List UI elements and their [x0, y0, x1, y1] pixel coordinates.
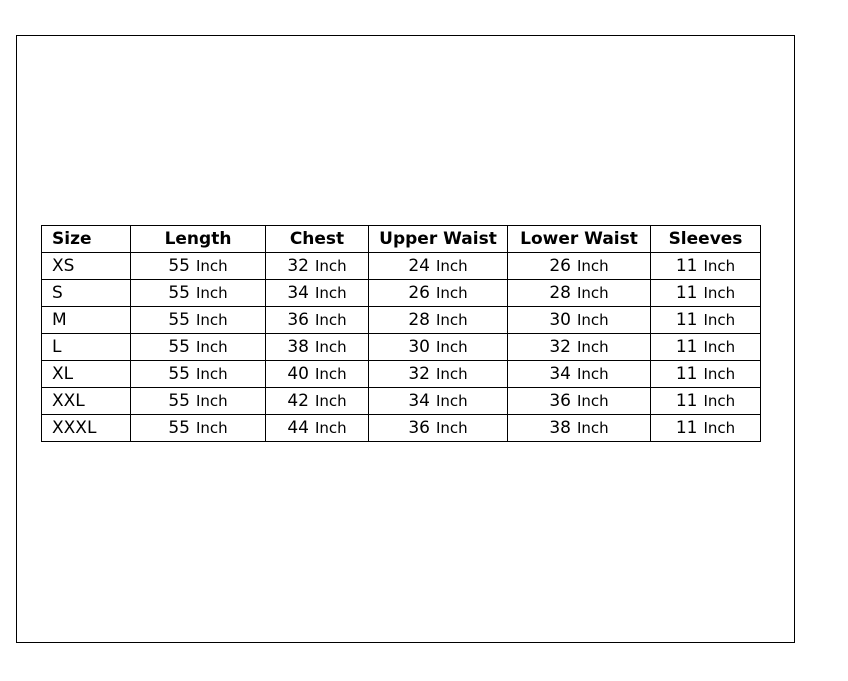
- upper-waist-cell: [369, 280, 508, 307]
- length-cell: [131, 307, 266, 334]
- sleeves-cell: [651, 361, 761, 388]
- lower-waist-cell: [508, 334, 651, 361]
- table-row: [42, 334, 761, 361]
- table-body: [42, 253, 761, 442]
- measurement-value: 55: [168, 283, 190, 303]
- measurement-value: 26: [549, 256, 571, 276]
- measurement-value: 38: [549, 418, 571, 438]
- measurement-unit: Inch: [195, 419, 228, 437]
- measurement-unit: Inch: [576, 392, 609, 410]
- size-chart-table: [41, 225, 761, 442]
- table-row: [42, 280, 761, 307]
- upper-waist-cell: [369, 361, 508, 388]
- measurement-value: 30: [408, 337, 430, 357]
- measurement-value: 28: [549, 283, 571, 303]
- measurement-unit: Inch: [314, 338, 347, 356]
- measurement-value: 26: [408, 283, 430, 303]
- table-row: [42, 388, 761, 415]
- measurement-unit: Inch: [576, 311, 609, 329]
- length-cell: [131, 361, 266, 388]
- measurement-value: 11: [675, 310, 698, 330]
- upper-waist-cell: [369, 253, 508, 280]
- size-cell: S: [42, 280, 131, 307]
- size-cell: M: [42, 307, 131, 334]
- measurement-value: 55: [168, 418, 190, 438]
- measurement-unit: Inch: [703, 311, 736, 329]
- measurement-unit: Inch: [314, 257, 347, 275]
- header-length: Length: [131, 226, 266, 253]
- measurement-value: 30: [549, 310, 571, 330]
- sleeves-cell: [651, 334, 761, 361]
- measurement-unit: Inch: [703, 419, 736, 437]
- measurement-unit: Inch: [576, 338, 609, 356]
- measurement-unit: Inch: [703, 392, 736, 410]
- chest-cell: [266, 388, 369, 415]
- measurement-unit: Inch: [435, 365, 468, 383]
- lower-waist-cell: [508, 280, 651, 307]
- measurement-value: 40: [287, 364, 309, 384]
- measurement-value: 55: [168, 256, 190, 276]
- lower-waist-cell: [508, 307, 651, 334]
- measurement-unit: Inch: [703, 338, 736, 356]
- measurement-value: 38: [287, 337, 309, 357]
- measurement-unit: Inch: [435, 338, 468, 356]
- measurement-unit: Inch: [435, 311, 468, 329]
- measurement-unit: Inch: [576, 365, 609, 383]
- length-cell: [131, 388, 266, 415]
- measurement-unit: Inch: [195, 257, 228, 275]
- measurement-value: 32: [287, 256, 309, 276]
- measurement-value: 24: [408, 256, 430, 276]
- measurement-unit: Inch: [195, 338, 228, 356]
- chest-cell: [266, 361, 369, 388]
- measurement-value: 11: [675, 418, 698, 438]
- measurement-value: 32: [549, 337, 571, 357]
- measurement-value: 34: [408, 391, 430, 411]
- measurement-value: 11: [675, 256, 698, 276]
- header-row: [42, 226, 761, 253]
- header-lower-waist: Lower Waist: [508, 226, 651, 253]
- header-chest: Chest: [266, 226, 369, 253]
- length-cell: [131, 334, 266, 361]
- size-cell: XXXL: [42, 415, 131, 442]
- sleeves-cell: [651, 388, 761, 415]
- lower-waist-cell: [508, 361, 651, 388]
- measurement-value: 55: [168, 391, 190, 411]
- measurement-unit: Inch: [435, 257, 468, 275]
- sleeves-cell: [651, 280, 761, 307]
- measurement-unit: Inch: [435, 419, 468, 437]
- measurement-unit: Inch: [435, 392, 468, 410]
- lower-waist-cell: [508, 253, 651, 280]
- measurement-value: 11: [675, 283, 698, 303]
- measurement-unit: Inch: [195, 392, 228, 410]
- lower-waist-cell: [508, 415, 651, 442]
- measurement-value: 36: [287, 310, 309, 330]
- chest-cell: [266, 307, 369, 334]
- measurement-unit: Inch: [195, 311, 228, 329]
- chest-cell: [266, 253, 369, 280]
- measurement-value: 55: [168, 364, 190, 384]
- size-cell: XS: [42, 253, 131, 280]
- table-row: [42, 415, 761, 442]
- measurement-unit: Inch: [576, 284, 609, 302]
- measurement-unit: Inch: [703, 284, 736, 302]
- lower-waist-cell: [508, 388, 651, 415]
- sleeves-cell: [651, 253, 761, 280]
- measurement-unit: Inch: [703, 257, 736, 275]
- chest-cell: [266, 334, 369, 361]
- measurement-value: 44: [287, 418, 309, 438]
- measurement-unit: Inch: [314, 392, 347, 410]
- size-cell: L: [42, 334, 131, 361]
- sleeves-cell: [651, 415, 761, 442]
- measurement-unit: Inch: [314, 284, 347, 302]
- size-cell: XXL: [42, 388, 131, 415]
- measurement-value: 36: [408, 418, 430, 438]
- upper-waist-cell: [369, 334, 508, 361]
- size-cell: XL: [42, 361, 131, 388]
- measurement-value: 34: [549, 364, 571, 384]
- measurement-unit: Inch: [314, 365, 347, 383]
- table-row: [42, 307, 761, 334]
- measurement-value: 11: [675, 337, 698, 357]
- measurement-unit: Inch: [314, 311, 347, 329]
- upper-waist-cell: [369, 307, 508, 334]
- measurement-value: 34: [287, 283, 309, 303]
- measurement-value: 28: [408, 310, 430, 330]
- measurement-unit: Inch: [576, 419, 609, 437]
- measurement-value: 32: [408, 364, 430, 384]
- measurement-unit: Inch: [195, 365, 228, 383]
- measurement-value: 36: [549, 391, 571, 411]
- measurement-value: 55: [168, 310, 190, 330]
- measurement-value: 42: [287, 391, 309, 411]
- measurement-value: 55: [168, 337, 190, 357]
- header-upper-waist: Upper Waist: [369, 226, 508, 253]
- measurement-value: 11: [675, 364, 698, 384]
- table-row: [42, 253, 761, 280]
- length-cell: [131, 253, 266, 280]
- header-size: Size: [42, 226, 131, 253]
- chest-cell: [266, 415, 369, 442]
- table-row: [42, 361, 761, 388]
- sleeves-cell: [651, 307, 761, 334]
- measurement-unit: Inch: [435, 284, 468, 302]
- measurement-unit: Inch: [703, 365, 736, 383]
- length-cell: [131, 415, 266, 442]
- measurement-unit: Inch: [576, 257, 609, 275]
- header-sleeves: Sleeves: [651, 226, 761, 253]
- upper-waist-cell: [369, 388, 508, 415]
- measurement-unit: Inch: [195, 284, 228, 302]
- length-cell: [131, 280, 266, 307]
- measurement-value: 11: [675, 391, 698, 411]
- chest-cell: [266, 280, 369, 307]
- upper-waist-cell: [369, 415, 508, 442]
- measurement-unit: Inch: [314, 419, 347, 437]
